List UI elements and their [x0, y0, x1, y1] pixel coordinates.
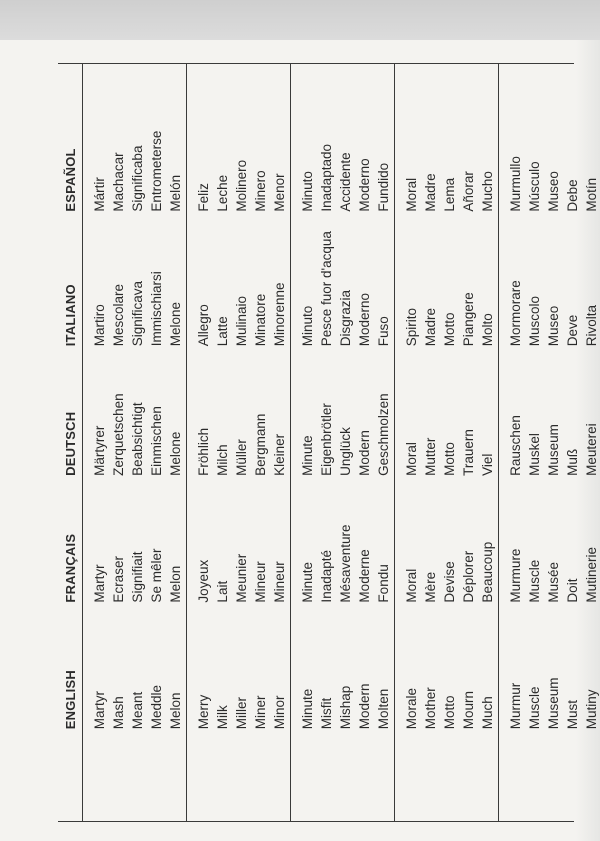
cell-deutsch: Zerquetschen: [111, 393, 126, 476]
cell-deutsch: Motto: [442, 442, 457, 476]
header-espanol: ESPAÑOL: [62, 148, 78, 212]
cell-english: Meant: [130, 691, 145, 730]
word-group: [499, 64, 600, 821]
table-row: [421, 64, 440, 821]
cell-english: Mourn: [461, 690, 476, 730]
cell-espanol: Machacar: [111, 152, 126, 212]
cell-italiano: Moderno: [357, 292, 372, 347]
table-row: [90, 64, 109, 821]
table-row: [582, 64, 600, 821]
cell-francais: Moral: [404, 568, 419, 603]
cell-francais: Déplorer: [461, 550, 476, 603]
cell-italiano: Motto: [442, 312, 457, 347]
cell-francais: Mutinerie: [584, 547, 599, 603]
table-row: [194, 64, 213, 821]
cell-italiano: Madre: [423, 307, 438, 347]
table-row: [525, 64, 544, 821]
cell-francais: Signifiait: [130, 551, 145, 603]
table-row: [109, 64, 128, 821]
cell-francais: Doit: [565, 578, 580, 603]
cell-english: Meddle: [149, 684, 164, 730]
cell-deutsch: Beabsichtigt: [130, 402, 145, 476]
cell-deutsch: Unglück: [338, 427, 353, 476]
cell-english: Museum: [546, 677, 561, 730]
table-header: [58, 64, 83, 821]
cell-espanol: Molinero: [234, 159, 249, 212]
cell-deutsch: Modern: [357, 430, 372, 476]
cell-espanol: Feliz: [196, 183, 211, 212]
cell-italiano: Spirito: [404, 307, 419, 347]
cell-deutsch: Märtyrer: [92, 425, 107, 476]
word-group: [187, 64, 291, 821]
cell-espanol: Debe: [565, 179, 580, 212]
cell-espanol: Accidente: [338, 152, 353, 212]
cell-deutsch: Fröhlich: [196, 427, 211, 476]
table-row: [478, 64, 497, 821]
cell-english: Mutiny: [584, 689, 599, 730]
cell-english: Mishap: [338, 685, 353, 730]
cell-english: Morale: [404, 687, 419, 730]
cell-francais: Musée: [546, 562, 561, 603]
cell-deutsch: Mutter: [423, 437, 438, 476]
cell-francais: Melon: [168, 565, 183, 603]
cell-italiano: Pesce fuor d'acqua: [319, 231, 334, 347]
scanner-shadow-band: [0, 0, 600, 40]
cell-english: Misfit: [319, 697, 334, 730]
cell-deutsch: Viel: [480, 453, 495, 476]
cell-francais: Murmure: [508, 548, 523, 603]
cell-english: Milk: [215, 705, 230, 730]
word-group: [83, 64, 187, 821]
cell-francais: Devise: [442, 561, 457, 603]
cell-francais: Joyeux: [196, 559, 211, 603]
cell-francais: Mineur: [253, 561, 268, 603]
cell-francais: Lait: [215, 580, 230, 603]
cell-deutsch: Rauschen: [508, 415, 523, 476]
cell-english: Mash: [111, 696, 126, 730]
table-row: [440, 64, 459, 821]
cell-espanol: Museo: [546, 171, 561, 212]
cell-espanol: Murmullo: [508, 156, 523, 212]
cell-italiano: Minuto: [300, 305, 315, 347]
table-row: [128, 64, 147, 821]
cell-italiano: Mescolare: [111, 283, 126, 347]
cell-francais: Minute: [300, 562, 315, 603]
cell-deutsch: Moral: [404, 442, 419, 476]
table-row: [317, 64, 336, 821]
cell-english: Merry: [196, 694, 211, 730]
cell-espanol: Mártir: [92, 177, 107, 212]
cell-francais: Fondu: [376, 564, 391, 603]
cell-deutsch: Milch: [215, 444, 230, 476]
cell-english: Miner: [253, 695, 268, 730]
cell-espanol: Menor: [272, 173, 287, 212]
cell-deutsch: Einmischen: [149, 406, 164, 476]
cell-deutsch: Muskel: [527, 433, 542, 476]
cell-espanol: Añorar: [461, 171, 476, 212]
table-row: [459, 64, 478, 821]
word-group: [395, 64, 499, 821]
cell-english: Motto: [442, 695, 457, 730]
header-francais: FRANÇAIS: [62, 533, 78, 603]
cell-deutsch: Eigenbrötler: [319, 403, 334, 476]
cell-english: Miller: [234, 696, 249, 730]
cell-italiano: Melone: [168, 301, 183, 347]
cell-espanol: Motín: [584, 177, 599, 212]
cell-espanol: Moderno: [357, 158, 372, 212]
cell-espanol: Melón: [168, 174, 183, 212]
cell-english: Murmur: [508, 682, 523, 730]
cell-francais: Mésaventure: [338, 524, 353, 603]
cell-francais: Se mêler: [149, 548, 164, 603]
cell-italiano: Significava: [130, 280, 145, 347]
cell-english: Must: [565, 699, 580, 730]
cell-deutsch: Muß: [565, 448, 580, 476]
cell-deutsch: Kleiner: [272, 433, 287, 476]
cell-espanol: Fundido: [376, 162, 391, 212]
cell-deutsch: Museum: [546, 424, 561, 476]
cell-italiano: Deve: [565, 314, 580, 347]
cell-italiano: Allegro: [196, 304, 211, 347]
table-row: [355, 64, 374, 821]
cell-francais: Inadapté: [319, 550, 334, 603]
cell-english: Martyr: [92, 690, 107, 730]
cell-english: Mother: [423, 687, 438, 730]
word-group: [291, 64, 395, 821]
cell-francais: Mineur: [272, 561, 287, 603]
table-row: [374, 64, 393, 821]
cell-deutsch: Müller: [234, 439, 249, 476]
cell-english: Much: [480, 696, 495, 730]
cell-deutsch: Bergmann: [253, 413, 268, 476]
table-row: [270, 64, 289, 821]
table-row: [251, 64, 270, 821]
cell-francais: Meunier: [234, 553, 249, 603]
table-row: [506, 64, 525, 821]
cell-francais: Moderne: [357, 549, 372, 603]
cell-english: Minor: [272, 695, 287, 730]
cell-deutsch: Geschmolzen: [376, 393, 391, 476]
table-row: [402, 64, 421, 821]
cell-italiano: Latte: [215, 316, 230, 347]
cell-italiano: Muscolo: [527, 295, 542, 347]
table-body: [83, 64, 600, 821]
cell-espanol: Inadaptado: [319, 144, 334, 212]
cell-espanol: Minuto: [300, 171, 315, 212]
cell-italiano: Disgrazia: [338, 289, 353, 347]
vocabulary-table: [58, 63, 599, 822]
cell-italiano: Rivolta: [584, 304, 599, 347]
table-row: [147, 64, 166, 821]
cell-espanol: Lema: [442, 177, 457, 212]
cell-espanol: Moral: [404, 177, 419, 212]
cell-francais: Muscle: [527, 559, 542, 603]
table-row: [336, 64, 355, 821]
cell-italiano: Minorenne: [272, 282, 287, 347]
table-row: [166, 64, 185, 821]
cell-espanol: Significaba: [130, 145, 145, 212]
cell-deutsch: Trauern: [461, 429, 476, 476]
cell-italiano: Martiro: [92, 304, 107, 347]
cell-english: Modern: [357, 683, 372, 730]
cell-italiano: Fuso: [376, 316, 391, 347]
cell-espanol: Mucho: [480, 171, 495, 212]
cell-english: Minute: [300, 688, 315, 730]
header-deutsch: DEUTSCH: [62, 411, 78, 476]
table-row: [232, 64, 251, 821]
cell-deutsch: Meuterei: [584, 423, 599, 476]
table-row: [563, 64, 582, 821]
cell-english: Muscle: [527, 686, 542, 730]
cell-italiano: Piangere: [461, 292, 476, 347]
cell-english: Melon: [168, 692, 183, 730]
cell-espanol: Minero: [253, 170, 268, 212]
cell-english: Molten: [376, 688, 391, 730]
cell-italiano: Molto: [480, 313, 495, 347]
cell-espanol: Leche: [215, 174, 230, 212]
header-english: ENGLISH: [62, 670, 78, 730]
cell-espanol: Madre: [423, 173, 438, 212]
table-row: [298, 64, 317, 821]
cell-francais: Ecraser: [111, 556, 126, 603]
cell-italiano: Minatore: [253, 293, 268, 347]
cell-espanol: Entrometerse: [149, 130, 164, 212]
header-italiano: ITALIANO: [62, 284, 78, 347]
cell-italiano: Immischiarsi: [149, 271, 164, 347]
cell-italiano: Museo: [546, 305, 561, 347]
table-row: [213, 64, 232, 821]
cell-deutsch: Melone: [168, 431, 183, 476]
cell-francais: Beaucoup: [480, 541, 495, 603]
table-row: [544, 64, 563, 821]
cell-deutsch: Minute: [300, 435, 315, 476]
cell-italiano: Mulinaio: [234, 295, 249, 347]
cell-francais: Mère: [423, 571, 438, 603]
cell-italiano: Mormorare: [508, 280, 523, 347]
cell-espanol: Músculo: [527, 161, 542, 212]
cell-francais: Martyr: [92, 564, 107, 603]
